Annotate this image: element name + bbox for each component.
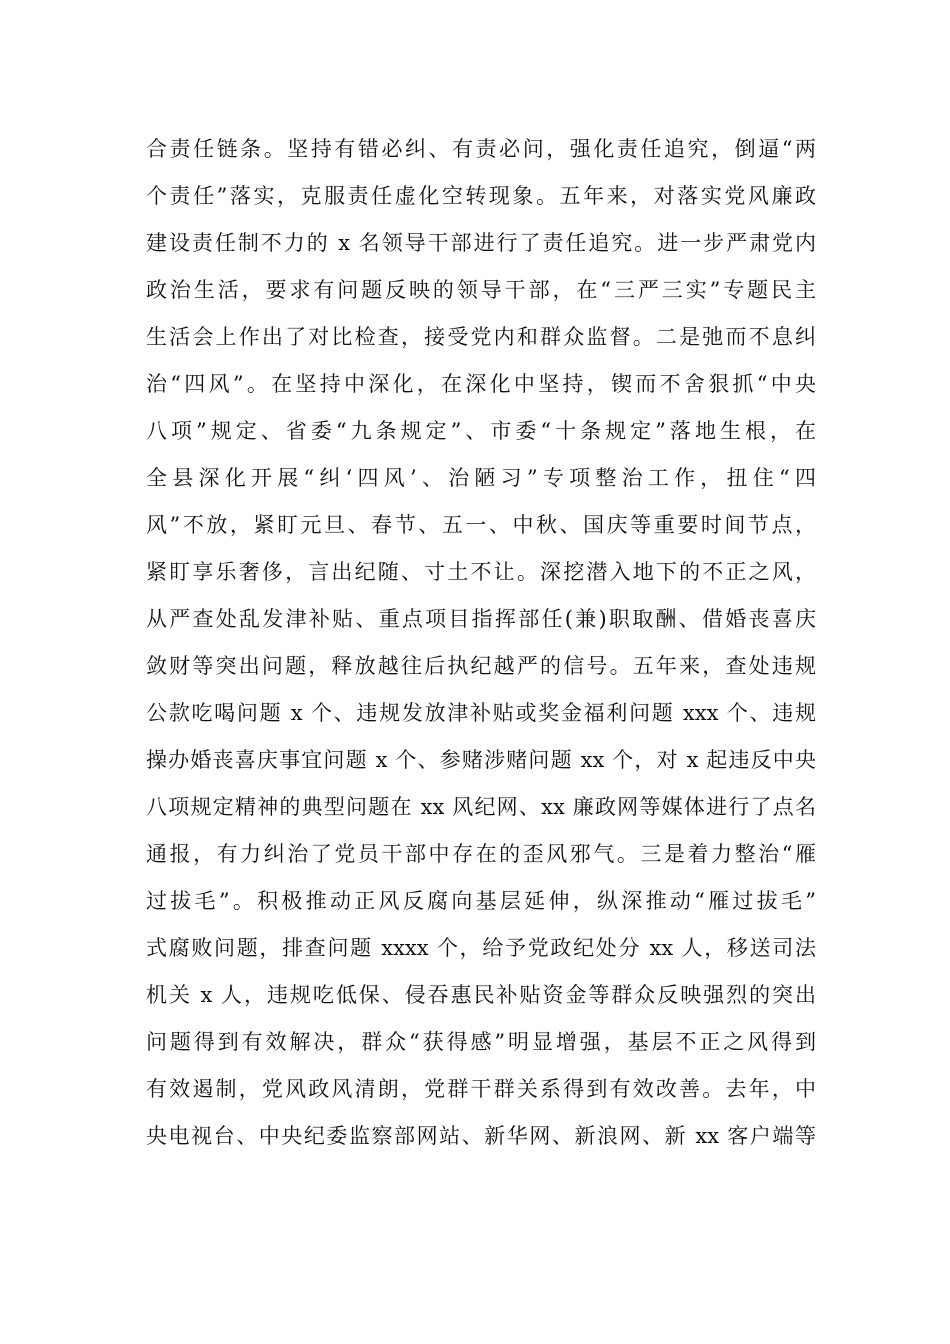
text-line: 过拔毛”。积极推动正风反腐向基层延伸，纵深推动“雁过拔毛” [146, 889, 816, 913]
text-line: 紧盯享乐奢侈，言出纪随、寸土不让。深挖潜入地下的不正之风， [146, 560, 816, 584]
body-text [146, 126, 816, 1160]
text-line: 合责任链条。坚持有错必纠、有责必问，强化责任追究，倒逼“两 [146, 137, 816, 161]
text-line: 从严查处乱发津补贴、重点项目指挥部任(兼)职取酬、借婚丧喜庆 [146, 607, 816, 631]
text-line: 八项”规定、省委“九条规定”、市委“十条规定”落地生根，在 [146, 419, 816, 443]
text-line: 通报，有力纠治了党员干部中存在的歪风邪气。三是着力整治“雁 [146, 842, 816, 866]
text-line: 敛财等突出问题，释放越往后执纪越严的信号。五年来，查处违规 [146, 654, 816, 678]
text-line: 风”不放，紧盯元旦、春节、五一、中秋、国庆等重要时间节点， [146, 513, 816, 537]
text-line: 公款吃喝问题 x 个、违规发放津补贴或奖金福利问题 xxx 个、违规 [146, 701, 816, 725]
text-line: 八项规定精神的典型问题在 xx 风纪网、xx 廉政网等媒体进行了点名 [146, 795, 816, 819]
text-line: 治“四风”。在坚持中深化，在深化中坚持，锲而不舍狠抓“中央 [146, 372, 816, 396]
text-line: 有效遏制，党风政风清朗，党群干群关系得到有效改善。去年，中 [146, 1077, 816, 1101]
text-line: 央电视台、中央纪委监察部网站、新华网、新浪网、新 xx 客户端等 [146, 1124, 816, 1148]
text-line: 全县深化开展“纠‘四风’、治陋习”专项整治工作，扭住“四 [146, 466, 816, 490]
text-line: 个责任”落实，克服责任虚化空转现象。五年来，对落实党风廉政 [146, 184, 816, 208]
text-line: 问题得到有效解决，群众“获得感”明显增强，基层不正之风得到 [146, 1030, 816, 1054]
text-line: 生活会上作出了对比检查，接受党内和群众监督。二是弛而不息纠 [146, 325, 816, 349]
text-line: 式腐败问题，排查问题 xxxx 个，给予党政纪处分 xx 人，移送司法 [146, 936, 816, 960]
text-line: 机关 x 人，违规吃低保、侵吞惠民补贴资金等群众反映强烈的突出 [146, 983, 816, 1007]
text-line: 建设责任制不力的 x 名领导干部进行了责任追究。进一步严肃党内 [146, 231, 816, 255]
text-line: 操办婚丧喜庆事宜问题 x 个、参赌涉赌问题 xx 个，对 x 起违反中央 [146, 748, 816, 772]
text-line: 政治生活，要求有问题反映的领导干部，在“三严三实”专题民主 [146, 278, 816, 302]
